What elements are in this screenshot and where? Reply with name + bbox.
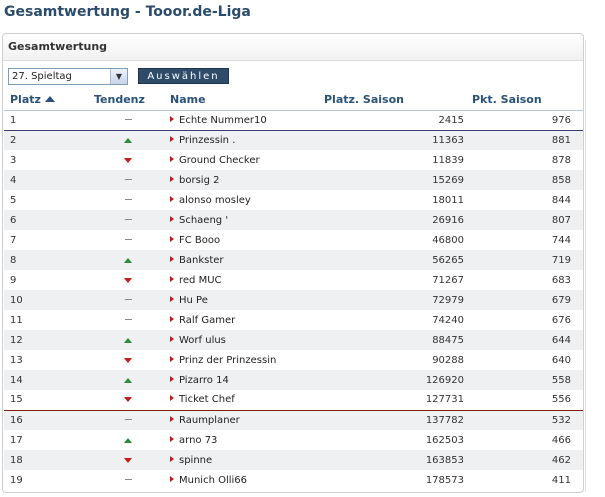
player-name-cell xyxy=(162,470,324,490)
table-row xyxy=(4,350,583,370)
player-name-cell xyxy=(162,110,324,130)
trend-same-icon xyxy=(125,199,132,200)
trend-same-icon xyxy=(125,419,132,420)
table-row xyxy=(4,330,583,350)
player-name-cell xyxy=(162,170,324,190)
player-name-link[interactable]: Prinzessin . xyxy=(179,134,236,146)
trend-cell xyxy=(94,210,162,230)
trend-up-icon xyxy=(124,138,132,143)
arrow-right-icon xyxy=(170,376,174,382)
season-rank-cell: 2415 xyxy=(324,110,472,130)
player-name-link[interactable]: Ticket Chef xyxy=(179,394,235,406)
player-name-cell xyxy=(162,390,324,410)
trend-cell xyxy=(94,430,162,450)
player-name-link[interactable]: Schaeng ' xyxy=(179,214,229,226)
season-rank-cell: 137782 xyxy=(324,410,472,430)
season-points-cell: 679 xyxy=(472,290,583,310)
season-rank-cell: 46800 xyxy=(324,230,472,250)
trend-down-icon xyxy=(124,278,132,283)
season-points-cell: 719 xyxy=(472,250,583,270)
player-name-link[interactable]: FC Booo xyxy=(179,234,221,246)
season-rank-cell: 127731 xyxy=(324,390,472,410)
trend-down-icon xyxy=(124,458,132,463)
table-row xyxy=(4,310,583,330)
matchday-controls xyxy=(8,67,229,85)
table-row xyxy=(4,370,583,390)
table-row xyxy=(4,110,583,130)
season-rank-cell: 163853 xyxy=(324,450,472,470)
arrow-right-icon xyxy=(170,356,174,362)
sort-ascending-icon xyxy=(45,96,55,102)
season-rank-cell: 11363 xyxy=(324,130,472,150)
arrow-right-icon xyxy=(170,216,174,222)
trend-cell xyxy=(94,350,162,370)
trend-same-icon xyxy=(125,299,132,300)
arrow-right-icon xyxy=(170,395,174,401)
arrow-right-icon xyxy=(170,136,174,142)
player-name-cell xyxy=(162,270,324,290)
trend-up-icon xyxy=(124,258,132,263)
table-row xyxy=(4,190,583,210)
season-points-cell: 676 xyxy=(472,310,583,330)
player-name-cell xyxy=(162,350,324,370)
season-rank-cell: 162503 xyxy=(324,430,472,450)
trend-cell xyxy=(94,310,162,330)
rank-cell: 13 xyxy=(4,350,94,370)
trend-cell xyxy=(94,130,162,150)
matchday-select[interactable] xyxy=(8,68,128,85)
season-points-cell: 844 xyxy=(472,190,583,210)
season-rank-cell: 178573 xyxy=(324,470,472,490)
column-header-platz[interactable] xyxy=(4,90,94,110)
season-points-cell: 744 xyxy=(472,230,583,250)
rank-cell: 5 xyxy=(4,190,94,210)
player-name-cell xyxy=(162,450,324,470)
table-row xyxy=(4,170,583,190)
player-name-link[interactable]: Munich Olli66 xyxy=(179,474,248,486)
matchday-select-value: 27. Spieltag xyxy=(12,70,72,82)
season-rank-cell: 56265 xyxy=(324,250,472,270)
season-points-cell: 683 xyxy=(472,270,583,290)
arrow-right-icon xyxy=(170,256,174,262)
trend-cell xyxy=(94,250,162,270)
page-edge-divider xyxy=(585,40,586,492)
player-name-link[interactable]: Worf ulus xyxy=(179,334,226,346)
table-row xyxy=(4,290,583,310)
trend-up-icon xyxy=(124,378,132,383)
season-rank-cell: 74240 xyxy=(324,310,472,330)
arrow-right-icon xyxy=(170,116,174,122)
player-name-link[interactable]: Ground Checker xyxy=(179,154,260,166)
table-row xyxy=(4,150,583,170)
player-name-cell xyxy=(162,130,324,150)
player-name-cell xyxy=(162,210,324,230)
player-name-cell xyxy=(162,190,324,210)
trend-same-icon xyxy=(125,179,132,180)
column-header-platz-saison[interactable]: Platz. Saison xyxy=(324,90,472,110)
trend-cell xyxy=(94,190,162,210)
rank-cell: 4 xyxy=(4,170,94,190)
rank-cell: 8 xyxy=(4,250,94,270)
arrow-right-icon xyxy=(170,276,174,282)
season-rank-cell: 11839 xyxy=(324,150,472,170)
rank-cell: 7 xyxy=(4,230,94,250)
rank-cell: 19 xyxy=(4,470,94,490)
trend-cell xyxy=(94,290,162,310)
table-row xyxy=(4,210,583,230)
arrow-right-icon xyxy=(170,236,174,242)
rank-cell: 6 xyxy=(4,210,94,230)
season-rank-cell: 18011 xyxy=(324,190,472,210)
trend-cell xyxy=(94,270,162,290)
season-rank-cell: 15269 xyxy=(324,170,472,190)
page-title: Gesamtwertung - Tooor.de-Liga xyxy=(4,4,251,20)
table-row xyxy=(4,130,583,150)
rank-cell: 18 xyxy=(4,450,94,470)
player-name-cell xyxy=(162,430,324,450)
rank-cell: 9 xyxy=(4,270,94,290)
player-name-link[interactable]: Ralf Gamer xyxy=(179,314,236,326)
season-points-cell: 532 xyxy=(472,410,583,430)
season-points-cell: 640 xyxy=(472,350,583,370)
player-name-link[interactable]: Pizarro 14 xyxy=(179,374,229,386)
player-name-cell xyxy=(162,250,324,270)
rank-cell: 15 xyxy=(4,390,94,410)
season-points-cell: 881 xyxy=(472,130,583,150)
player-name-cell xyxy=(162,230,324,250)
trend-cell xyxy=(94,230,162,250)
column-header-label: Platz xyxy=(10,93,41,107)
season-points-cell: 976 xyxy=(472,110,583,130)
chevron-down-icon[interactable]: ▼ xyxy=(110,69,127,84)
rank-cell: 2 xyxy=(4,130,94,150)
trend-cell xyxy=(94,370,162,390)
player-name-link[interactable]: arno 73 xyxy=(179,434,218,446)
ranking-panel xyxy=(2,33,584,493)
column-header-tendenz[interactable]: Tendenz xyxy=(94,90,162,110)
season-rank-cell: 26916 xyxy=(324,210,472,230)
season-points-cell: 466 xyxy=(472,430,583,450)
table-row xyxy=(4,410,583,430)
rank-cell: 16 xyxy=(4,410,94,430)
table-row xyxy=(4,230,583,250)
player-name-link[interactable]: alonso mosley xyxy=(179,194,251,206)
player-name-link[interactable]: borsig 2 xyxy=(179,174,220,186)
trend-down-icon xyxy=(124,158,132,163)
trend-cell xyxy=(94,110,162,130)
rank-cell: 10 xyxy=(4,290,94,310)
table-row xyxy=(4,270,583,290)
player-name-cell xyxy=(162,370,324,390)
arrow-right-icon xyxy=(170,476,174,482)
rank-cell: 3 xyxy=(4,150,94,170)
arrow-right-icon xyxy=(170,196,174,202)
arrow-right-icon xyxy=(170,176,174,182)
season-points-cell: 411 xyxy=(472,470,583,490)
ranking-table xyxy=(4,90,583,490)
trend-cell xyxy=(94,170,162,190)
player-name-cell xyxy=(162,290,324,310)
player-name-link[interactable]: spinne xyxy=(179,454,213,466)
trend-down-icon xyxy=(124,358,132,363)
player-name-link[interactable]: Prinz der Prinzessin xyxy=(179,354,277,366)
player-name-cell xyxy=(162,310,324,330)
trend-cell xyxy=(94,330,162,350)
season-points-cell: 558 xyxy=(472,370,583,390)
trend-cell xyxy=(94,390,162,410)
season-rank-cell: 72979 xyxy=(324,290,472,310)
table-row xyxy=(4,250,583,270)
season-rank-cell: 71267 xyxy=(324,270,472,290)
trend-same-icon xyxy=(125,479,132,480)
table-row xyxy=(4,450,583,470)
player-name-cell xyxy=(162,330,324,350)
player-name-link[interactable]: Echte Nummer10 xyxy=(179,114,267,126)
rank-cell: 17 xyxy=(4,430,94,450)
trend-cell xyxy=(94,470,162,490)
season-points-cell: 462 xyxy=(472,450,583,470)
player-name-link[interactable]: red MUC xyxy=(179,274,222,286)
trend-cell xyxy=(94,450,162,470)
table-header-row xyxy=(4,90,583,110)
trend-up-icon xyxy=(124,338,132,343)
season-rank-cell: 88475 xyxy=(324,330,472,350)
table-row xyxy=(4,470,583,490)
rank-cell: 1 xyxy=(4,110,94,130)
trend-up-icon xyxy=(124,438,132,443)
rank-cell: 12 xyxy=(4,330,94,350)
trend-down-icon xyxy=(124,397,132,402)
player-name-cell xyxy=(162,410,324,430)
trend-cell xyxy=(94,150,162,170)
season-points-cell: 878 xyxy=(472,150,583,170)
rank-cell: 14 xyxy=(4,370,94,390)
trend-same-icon xyxy=(125,319,132,320)
trend-cell xyxy=(94,410,162,430)
player-name-link[interactable]: Hu Pe xyxy=(179,294,208,306)
arrow-right-icon xyxy=(170,416,174,422)
season-points-cell: 807 xyxy=(472,210,583,230)
season-points-cell: 556 xyxy=(472,390,583,410)
arrow-right-icon xyxy=(170,296,174,302)
panel-title: Gesamtwertung xyxy=(3,34,583,61)
season-rank-cell: 126920 xyxy=(324,370,472,390)
player-name-cell xyxy=(162,150,324,170)
season-points-cell: 644 xyxy=(472,330,583,350)
rank-cell: 11 xyxy=(4,310,94,330)
season-rank-cell: 90288 xyxy=(324,350,472,370)
select-button[interactable]: Auswählen xyxy=(138,68,229,84)
table-row xyxy=(4,390,583,410)
arrow-right-icon xyxy=(170,436,174,442)
trend-same-icon xyxy=(125,119,132,120)
column-header-name[interactable]: Name xyxy=(162,90,324,110)
arrow-right-icon xyxy=(170,456,174,462)
trend-same-icon xyxy=(125,219,132,220)
player-name-link[interactable]: Bankster xyxy=(179,254,224,266)
season-points-cell: 858 xyxy=(472,170,583,190)
arrow-right-icon xyxy=(170,336,174,342)
table-row xyxy=(4,430,583,450)
arrow-right-icon xyxy=(170,156,174,162)
arrow-right-icon xyxy=(170,316,174,322)
player-name-link[interactable]: Raumplaner xyxy=(179,414,240,426)
trend-same-icon xyxy=(125,239,132,240)
column-header-pkt-saison[interactable]: Pkt. Saison xyxy=(472,90,583,110)
ranking-table-body xyxy=(4,110,583,490)
